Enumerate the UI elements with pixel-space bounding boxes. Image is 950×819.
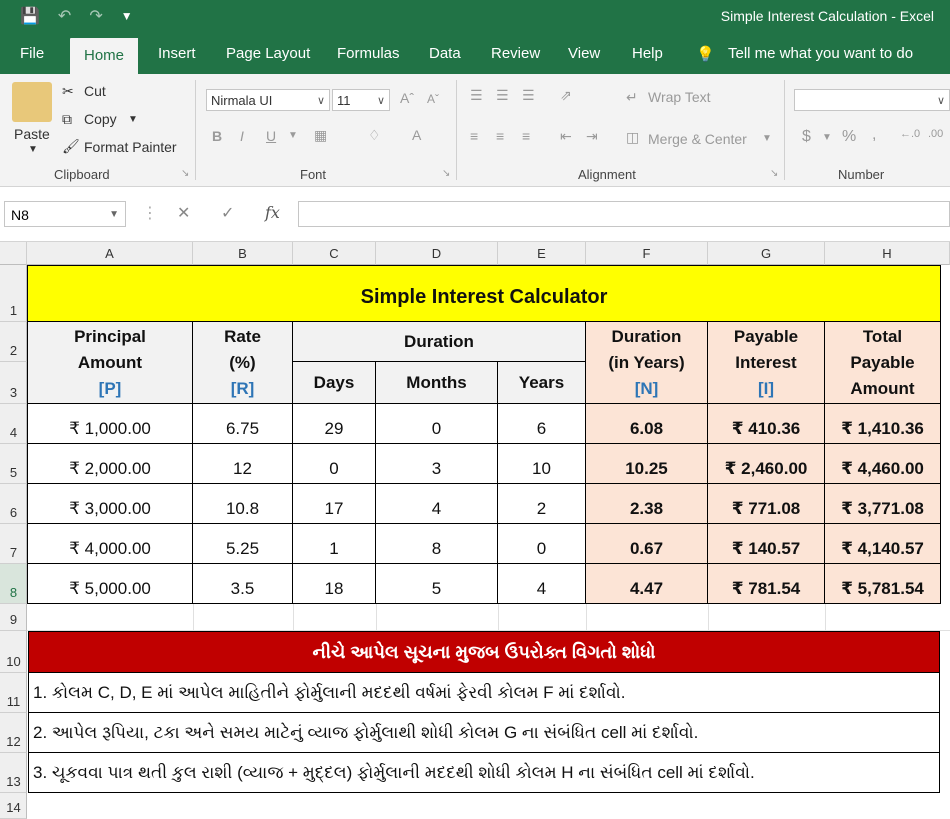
row-header-4[interactable]: 4	[0, 404, 27, 444]
cell-months[interactable]: 5	[376, 564, 498, 604]
cell-principal[interactable]: ₹ 5,000.00	[27, 564, 193, 604]
header-months[interactable]: Months	[376, 362, 498, 404]
gridline	[586, 604, 587, 631]
cut-icon: ✂	[62, 83, 74, 99]
cell-principal[interactable]: ₹ 1,000.00	[27, 404, 193, 444]
divider	[784, 80, 785, 180]
increase-decimal-icon[interactable]: ←.0	[900, 128, 921, 140]
alignment-group-label: Alignment	[578, 167, 636, 182]
merge-center-button[interactable]: Merge & Center	[648, 131, 747, 147]
cell-interest[interactable]: ₹ 771.08	[708, 484, 825, 524]
cell-months[interactable]: 3	[376, 444, 498, 484]
clipboard-group-label: Clipboard	[54, 167, 110, 182]
cell-days[interactable]: 0	[293, 444, 376, 484]
header-tp-line3: Amount	[850, 378, 915, 398]
divider	[195, 80, 196, 180]
cell-total[interactable]: ₹ 5,781.54	[825, 564, 941, 604]
align-center-icon[interactable]: ≡	[496, 128, 505, 144]
header-dy-symbol: [N]	[634, 378, 659, 398]
format-painter-icon: 🖌	[62, 138, 80, 154]
tab-page-layout[interactable]: Page Layout	[226, 45, 311, 62]
row-header-1[interactable]: 1	[0, 265, 27, 322]
font-color-icon[interactable]: A	[412, 127, 422, 143]
gridline	[376, 604, 377, 631]
cell-principal[interactable]: ₹ 4,000.00	[27, 524, 193, 564]
enter-icon[interactable]: ✓	[221, 205, 235, 222]
quick-access-toolbar	[20, 6, 133, 26]
cell-days[interactable]: 1	[293, 524, 376, 564]
cell-principal[interactable]: ₹ 2,000.00	[27, 444, 193, 484]
merge-center-icon: ◫	[626, 129, 640, 145]
paste-icon[interactable]	[12, 82, 52, 122]
title-bar	[0, 0, 950, 32]
currency-button[interactable]: $	[802, 128, 811, 145]
decrease-font-icon[interactable]: Aˇ	[427, 92, 439, 106]
worksheet-grid[interactable]	[0, 242, 950, 819]
cell-duration-years[interactable]: 0.67	[586, 524, 708, 564]
undo-icon[interactable]: ↶	[57, 8, 72, 25]
window-title: Simple Interest Calculation - Excel	[720, 8, 934, 24]
cell-total[interactable]: ₹ 1,410.36	[825, 404, 941, 444]
instruction-2[interactable]: 2. આપેલ રૂપિયા, ટકા અને સમય માટેનું વ્યાજ ફોર્મુલાથી શોધી કોલમ G ના સંબંધિત cell માં દર્શાવો.	[28, 713, 940, 753]
borders-icon[interactable]: ▦	[314, 127, 328, 143]
format-painter-button[interactable]: Format Painter	[84, 139, 177, 155]
more-icon: ⋮	[142, 205, 158, 222]
cell-interest[interactable]: ₹ 140.57	[708, 524, 825, 564]
copy-icon: ⧉	[62, 111, 72, 127]
header-principal-symbol: [P]	[98, 378, 122, 398]
number-group-label: Number	[838, 167, 885, 182]
tab-file[interactable]: File	[20, 45, 45, 62]
gridline	[498, 604, 499, 631]
tab-data[interactable]: Data	[429, 45, 461, 62]
tab-help[interactable]: Help	[632, 45, 663, 62]
cell-months[interactable]: 0	[376, 404, 498, 444]
bold-button[interactable]: B	[212, 128, 223, 144]
col-header-c[interactable]: C	[293, 242, 376, 265]
cell-total[interactable]: ₹ 3,771.08	[825, 484, 941, 524]
header-pi-line2: Interest	[735, 352, 797, 372]
orientation-icon[interactable]: ⇗	[560, 87, 572, 103]
header-duration[interactable]: Duration	[293, 322, 586, 362]
cell-interest[interactable]: ₹ 410.36	[708, 404, 825, 444]
cell-duration-years[interactable]: 2.38	[586, 484, 708, 524]
wrap-text-icon: ↵	[626, 89, 638, 105]
header-rate-line2: (%)	[229, 352, 256, 372]
tab-view[interactable]: View	[568, 45, 601, 62]
cell-years[interactable]: 6	[498, 404, 586, 444]
cell-rate[interactable]: 5.25	[193, 524, 293, 564]
cell-years[interactable]: 4	[498, 564, 586, 604]
cancel-icon[interactable]: ✕	[177, 205, 191, 222]
cell-total[interactable]: ₹ 4,140.57	[825, 524, 941, 564]
header-dy-line1: Duration	[611, 326, 682, 346]
calculator-title[interactable]: Simple Interest Calculator	[27, 265, 941, 322]
row-header-6[interactable]: 6	[0, 484, 27, 524]
col-header-e[interactable]: E	[498, 242, 586, 265]
cell-days[interactable]: 18	[293, 564, 376, 604]
header-years[interactable]: Years	[498, 362, 586, 404]
tell-me-search[interactable]: Tell me what you want to do	[728, 45, 914, 62]
alignment-launcher-icon[interactable]: ↘	[770, 168, 779, 179]
font-launcher-icon[interactable]: ↘	[442, 168, 451, 179]
merge-dropdown-icon[interactable]: ▼	[762, 133, 772, 144]
cell-total[interactable]: ₹ 4,460.00	[825, 444, 941, 484]
align-bottom-icon[interactable]: ☰	[522, 87, 535, 103]
save-icon[interactable]: 💾	[20, 8, 40, 25]
header-rate[interactable]	[193, 322, 293, 404]
number-format-select[interactable]	[794, 89, 950, 111]
header-rate-symbol: [R]	[230, 378, 255, 398]
select-all-corner[interactable]	[0, 242, 27, 265]
cut-button[interactable]: Cut	[84, 83, 106, 99]
row-header-11[interactable]: 11	[0, 673, 27, 713]
cell-duration-years[interactable]: 10.25	[586, 444, 708, 484]
row-header-2[interactable]: 2	[0, 322, 27, 362]
row-header-5[interactable]: 5	[0, 444, 27, 484]
cell-rate[interactable]: 3.5	[193, 564, 293, 604]
paste-button[interactable]: Paste	[14, 126, 50, 142]
cell-rate[interactable]: 6.75	[193, 404, 293, 444]
name-box-value: N8	[11, 207, 29, 223]
increase-indent-icon[interactable]: ⇥	[586, 128, 598, 144]
cell-rate[interactable]: 12	[193, 444, 293, 484]
header-tp-line1: Total	[862, 326, 903, 346]
underline-button[interactable]: U	[266, 128, 277, 144]
col-header-a[interactable]: A	[27, 242, 193, 265]
col-header-g[interactable]: G	[708, 242, 825, 265]
redo-icon[interactable]: ↷	[89, 8, 103, 25]
cell-interest[interactable]: ₹ 781.54	[708, 564, 825, 604]
cell-duration-years[interactable]: 6.08	[586, 404, 708, 444]
insert-function-button[interactable]: fx	[265, 203, 280, 222]
font-group-label: Font	[300, 167, 327, 182]
wrap-text-button[interactable]: Wrap Text	[648, 89, 711, 105]
col-header-b[interactable]: B	[193, 242, 293, 265]
row-header-13[interactable]: 13	[0, 753, 27, 793]
cell-months[interactable]: 8	[376, 524, 498, 564]
header-tp-line2: Payable	[850, 352, 915, 372]
chevron-down-icon: ∨	[316, 95, 325, 107]
copy-dropdown-icon[interactable]: ▼	[128, 114, 138, 125]
cell-principal[interactable]: ₹ 3,000.00	[27, 484, 193, 524]
font-size-select[interactable]	[332, 89, 390, 111]
formula-bar	[0, 187, 950, 242]
header-pi-symbol: [I]	[757, 378, 775, 398]
tab-insert[interactable]: Insert	[158, 45, 196, 62]
header-days[interactable]: Days	[293, 362, 376, 404]
chevron-down-icon: ▼	[109, 209, 119, 220]
tab-formulas[interactable]: Formulas	[337, 45, 400, 62]
cell-days[interactable]: 17	[293, 484, 376, 524]
copy-button[interactable]: Copy	[84, 111, 117, 127]
increase-font-icon[interactable]: Aˆ	[400, 90, 414, 106]
align-left-icon[interactable]: ≡	[470, 128, 479, 144]
font-name-value: Nirmala UI	[211, 93, 273, 108]
align-middle-icon[interactable]: ☰	[496, 87, 509, 103]
tab-home[interactable]: Home	[70, 38, 138, 74]
gridline	[825, 604, 826, 631]
gridline	[293, 604, 294, 631]
font-size-value: 11	[337, 93, 351, 108]
tab-review[interactable]: Review	[491, 45, 541, 62]
percent-button[interactable]: %	[842, 128, 857, 145]
cell-days[interactable]: 29	[293, 404, 376, 444]
header-principal-line1: Principal	[74, 326, 146, 346]
row-header-10[interactable]: 10	[0, 631, 27, 673]
decrease-decimal-icon[interactable]: .00	[928, 128, 944, 140]
comma-button[interactable]: ,	[872, 126, 877, 143]
customize-qat-icon[interactable]: ▼	[120, 9, 133, 23]
cell-rate[interactable]: 10.8	[193, 484, 293, 524]
header-principal-line2: Amount	[77, 352, 143, 372]
instruction-3[interactable]: 3. ચૂકવવા પાત્ર થતી કુલ રાશી (વ્યાજ + મુદ્દલ) ફોર્મુલાની મદદથી શોધી કોલમ H ના સંબંધિત cell માં દર્શાવો.	[28, 753, 940, 793]
col-header-f[interactable]: F	[586, 242, 708, 265]
col-header-h[interactable]: H	[825, 242, 950, 265]
col-header-d[interactable]: D	[376, 242, 498, 265]
italic-button[interactable]: I	[240, 128, 244, 144]
decrease-indent-icon[interactable]: ⇤	[560, 128, 572, 144]
align-top-icon[interactable]: ☰	[470, 87, 483, 103]
row-header-3[interactable]: 3	[0, 362, 27, 404]
gridline	[708, 604, 709, 631]
header-duration-years[interactable]	[586, 322, 708, 404]
ribbon	[0, 74, 950, 187]
chevron-down-icon: ∨	[376, 95, 385, 107]
header-rate-line1: Rate	[224, 326, 261, 346]
underline-dropdown-icon[interactable]: ▼	[288, 130, 298, 141]
font-name-select[interactable]	[206, 89, 330, 111]
cell-years[interactable]: 10	[498, 444, 586, 484]
cell-interest[interactable]: ₹ 2,460.00	[708, 444, 825, 484]
header-payable-interest[interactable]	[708, 322, 825, 404]
header-total-payable[interactable]	[825, 322, 941, 404]
row-header-7[interactable]: 7	[0, 524, 27, 564]
row-header-9[interactable]: 9	[0, 604, 27, 631]
cell-years[interactable]: 2	[498, 484, 586, 524]
chevron-down-icon: ∨	[936, 95, 945, 107]
gridline	[193, 604, 194, 631]
paste-dropdown-icon[interactable]: ▼	[28, 144, 38, 155]
currency-dropdown-icon[interactable]: ▼	[822, 132, 832, 143]
align-right-icon[interactable]: ≡	[522, 128, 531, 144]
formula-input[interactable]	[298, 201, 950, 227]
header-principal[interactable]	[27, 322, 193, 404]
cell-duration-years[interactable]: 4.47	[586, 564, 708, 604]
row-header-14[interactable]: 14	[0, 793, 27, 819]
cell-months[interactable]: 4	[376, 484, 498, 524]
clipboard-launcher-icon[interactable]: ↘	[181, 168, 190, 179]
instructions-banner[interactable]: નીચે આપેલ સૂચના મુજબ ઉપરોક્ત વિગતો શોધો	[28, 631, 940, 673]
name-box[interactable]	[4, 201, 126, 227]
divider	[456, 80, 457, 180]
row-header-8[interactable]: 8	[0, 564, 27, 604]
cell-years[interactable]: 0	[498, 524, 586, 564]
ribbon-tabs	[0, 32, 950, 74]
header-pi-line1: Payable	[733, 326, 799, 346]
row-header-12[interactable]: 12	[0, 713, 27, 753]
instruction-1[interactable]: 1. કોલમ C, D, E માં આપેલ માહિતીને ફોર્મુલાની મદદથી વર્ષમાં ફેરવી કોલમ F માં દર્શાવો.	[28, 673, 940, 713]
lightbulb-icon: 💡	[696, 46, 715, 63]
fill-color-icon[interactable]: ♢	[368, 127, 381, 143]
header-dy-line2: (in Years)	[608, 352, 685, 372]
